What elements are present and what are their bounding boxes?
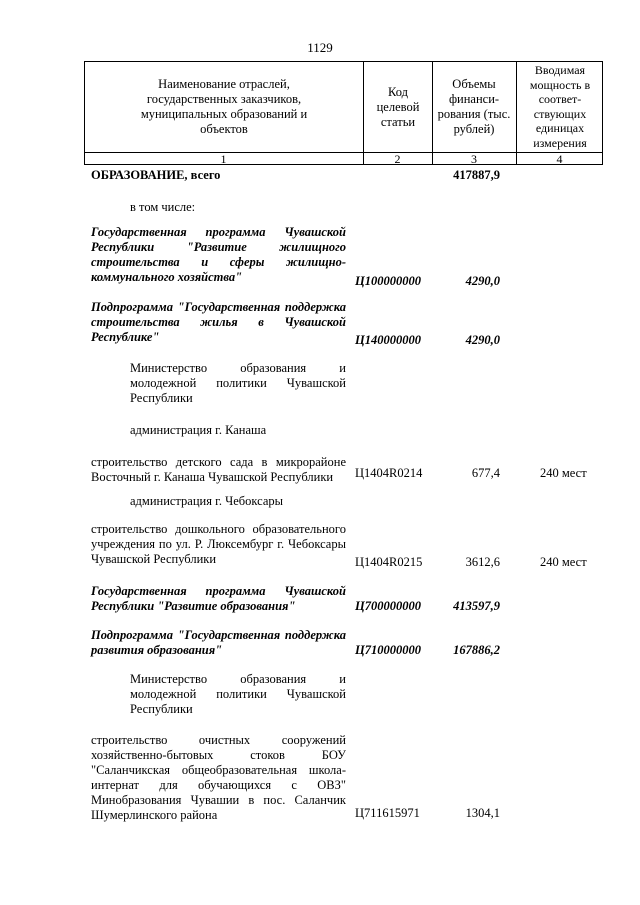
program-code: Ц700000000	[355, 599, 421, 613]
header-col-code: Код целевой статьи	[376, 84, 420, 129]
header-num-3: 3	[471, 152, 477, 166]
program-amount: 413597,9	[453, 599, 500, 613]
subprogram-code: Ц140000000	[355, 333, 421, 347]
municipality-cheboksary: администрация г. Чебоксары	[130, 494, 284, 508]
header-num-1: 1	[220, 152, 227, 166]
program-code: Ц100000000	[355, 274, 421, 288]
total-label: ОБРАЗОВАНИЕ, всего	[91, 168, 221, 182]
object-amount: 677,4	[471, 466, 500, 480]
subprogram-title: Подпрограмма "Государственная поддержка развития образования"	[91, 628, 346, 657]
municipality-kanash: администрация г. Канаша	[130, 423, 267, 437]
header-col-capacity: Вводимая мощность в соответ-ствующих единицах измерения	[529, 63, 591, 150]
header-divider	[363, 61, 364, 165]
subprogram-amount: 167886,2	[453, 643, 500, 657]
object-capacity: 240 мест	[540, 555, 587, 569]
object-preschool-cheboksary: строительство дошкольного образовательного учреждения по ул. Р. Люксембург г. Чебоксары Чувашской Республики	[91, 522, 346, 566]
customer-ministry: Министерство образования и молодежной политики Чувашской Республики	[130, 361, 346, 405]
section-note: в том числе:	[130, 200, 196, 214]
object-kindergarten-kanash: строительство детского сада в микрорайоне Восточный г. Канаша Чувашской Республики	[91, 455, 346, 484]
header-col-name: Наименование отраслей, государственных заказчиков, муниципальных образований и объектов	[140, 77, 308, 136]
subprogram-code: Ц710000000	[355, 643, 421, 657]
object-amount: 1304,1	[465, 806, 500, 820]
subprogram-amount: 4290,0	[465, 333, 500, 347]
object-treatment-facilities: строительство очистных сооружений хозяйственно-бытовых стоков БОУ "Саланчикская общеобразовательная школа-интернат для обучающихся с ОВЗ" Минобразования Чувашии в пос. Саланчик Шумерлинского района	[91, 733, 346, 822]
program-title: Государственная программа Чувашской Республики "Развитие образования"	[91, 584, 346, 613]
object-code: Ц1404R0214	[355, 466, 423, 480]
header-col-volume: Объемы финанси-рования (тыс. рублей)	[437, 77, 511, 136]
program-title: Государственная программа Чувашской Республики "Развитие жилищного строительства и сферы жилищно-коммунального хозяйства"	[91, 225, 346, 284]
header-divider	[516, 61, 517, 165]
table-header	[84, 61, 603, 165]
total-amount: 417887,9	[453, 168, 500, 182]
customer-ministry: Министерство образования и молодежной политики Чувашской Республики	[130, 672, 346, 716]
program-amount: 4290,0	[465, 274, 500, 288]
subprogram-title: Подпрограмма "Государственная поддержка строительства жилья в Чувашской Республике"	[91, 300, 346, 344]
header-num-4: 4	[556, 152, 563, 166]
page-number: 1129	[307, 40, 333, 55]
object-code: Ц1404R0215	[355, 555, 423, 569]
object-amount: 3612,6	[465, 555, 500, 569]
header-divider	[432, 61, 433, 165]
object-capacity: 240 мест	[540, 466, 587, 480]
object-code: Ц711615971	[355, 806, 420, 820]
header-num-2: 2	[394, 152, 401, 166]
